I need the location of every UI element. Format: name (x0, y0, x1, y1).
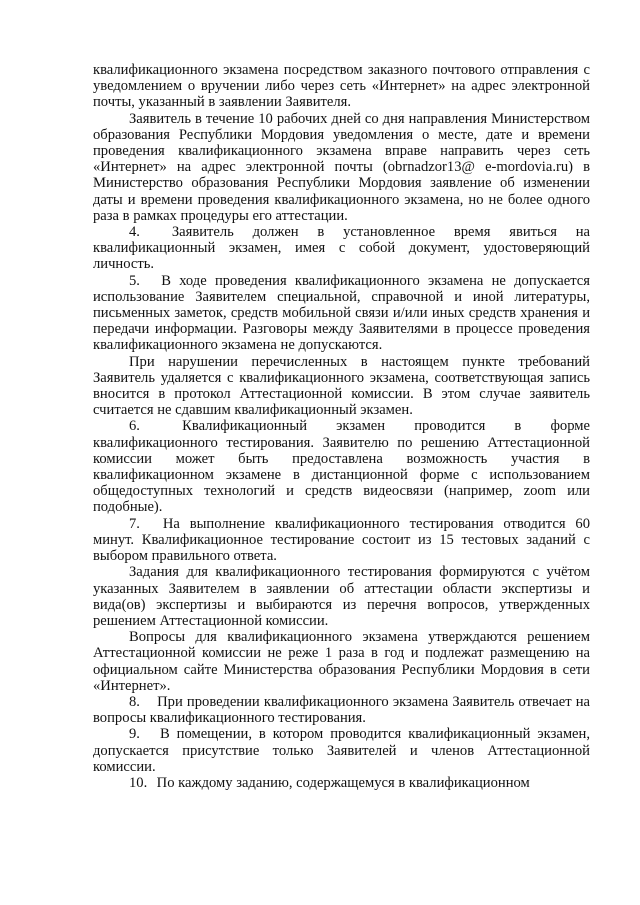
paragraph-number: 5. (129, 272, 140, 289)
paragraph-4: 4. Заявитель должен в установленное время явиться на квалификационный экзамен, имея с собой документ, удостоверяющий личность. (93, 224, 590, 273)
paragraph-number: 6. (129, 418, 140, 435)
paragraph-number: 8. (129, 693, 140, 710)
document-page (93, 62, 590, 791)
paragraph-number: 9. (129, 726, 140, 743)
paragraph-8: 8. При проведении квалификационного экзамена Заявитель отвечает на вопросы квалификационного тестирования. (93, 693, 590, 727)
paragraph-violation: При нарушении перечисленных в настоящем пункте требований Заявитель удаляется с квалификационного экзамена, соответствующая запись вносится в протокол Аттестационной комиссии. В этом случае заявитель считается не сдавшим квалификационный экзамен. (93, 353, 590, 419)
paragraph-7: 7. На выполнение квалификационного тестирования отводится 60 минут. Квалификационное тестирование состоит из 15 тестовых заданий с выбором правильного ответа. (93, 515, 590, 565)
paragraph-reschedule: Заявитель в течение 10 рабочих дней со дня направления Министерством образования Республики Мордовия уведомления о месте, дате и времени проведения квалификационного экзамена вправе направить через сеть «Интернет» на адрес электронной почты (obrnadzor13@ e-mordovia.ru) в Министерство образования Республики Мордовия заявление об изменении даты и времени проведения квалификационного экзамена, но не более одного раза в рамках процедуры его аттестации. (93, 110, 590, 224)
paragraph-9: 9. В помещении, в котором проводится квалификационный экзамен, допускается присутствие только Заявителей и членов Аттестационной комиссии. (93, 726, 590, 775)
paragraph-number: 4. (129, 224, 140, 241)
paragraph-number: 7. (129, 515, 140, 532)
paragraph-10: 10. По каждому заданию, содержащемуся в квалификационном (129, 774, 530, 791)
paragraph-questions: Вопросы для квалификационного экзамена утверждаются решением Аттестационной комиссии не реже 1 раза в год и подлежат размещению на официальном сайте Министерства образования Республики Мордовия в сети «Интернет». (93, 629, 590, 694)
paragraph-tasks: Задания для квалификационного тестирования формируются с учётом указанных Заявителем в заявлении об аттестации области экспертизы и вида(ов) экспертизы и выбираются из перечня вопросов, утвержденных решением Аттестационной комиссии. (93, 564, 590, 629)
paragraph-number: 10. (129, 774, 148, 791)
paragraph-6: 6. Квалификационный экзамен проводится в форме квалификационного тестирования. Заявителю по решению Аттестационной комиссии может быть предоставлена возможность участия в квалификационном экзамене в дистанционной форме с использованием общедоступных технологий и средств видеосвязи (например, zoom или подобные). (93, 418, 590, 516)
paragraph-continuation: квалификационного экзамена посредством заказного почтового отправления с уведомлением о вручении либо через сеть «Интернет» на адрес электронной почты, указанный в заявлении Заявителя. (93, 62, 590, 111)
paragraph-5: 5. В ходе проведения квалификационного экзамена не допускается использование Заявителем специальной, справочной и иной литературы, письменных заметок, средств мобильной связи и/или иных средств хранения и передачи информации. Разговоры между Заявителями в процессе проведения квалификационного экзамена не допускаются. (93, 272, 590, 354)
